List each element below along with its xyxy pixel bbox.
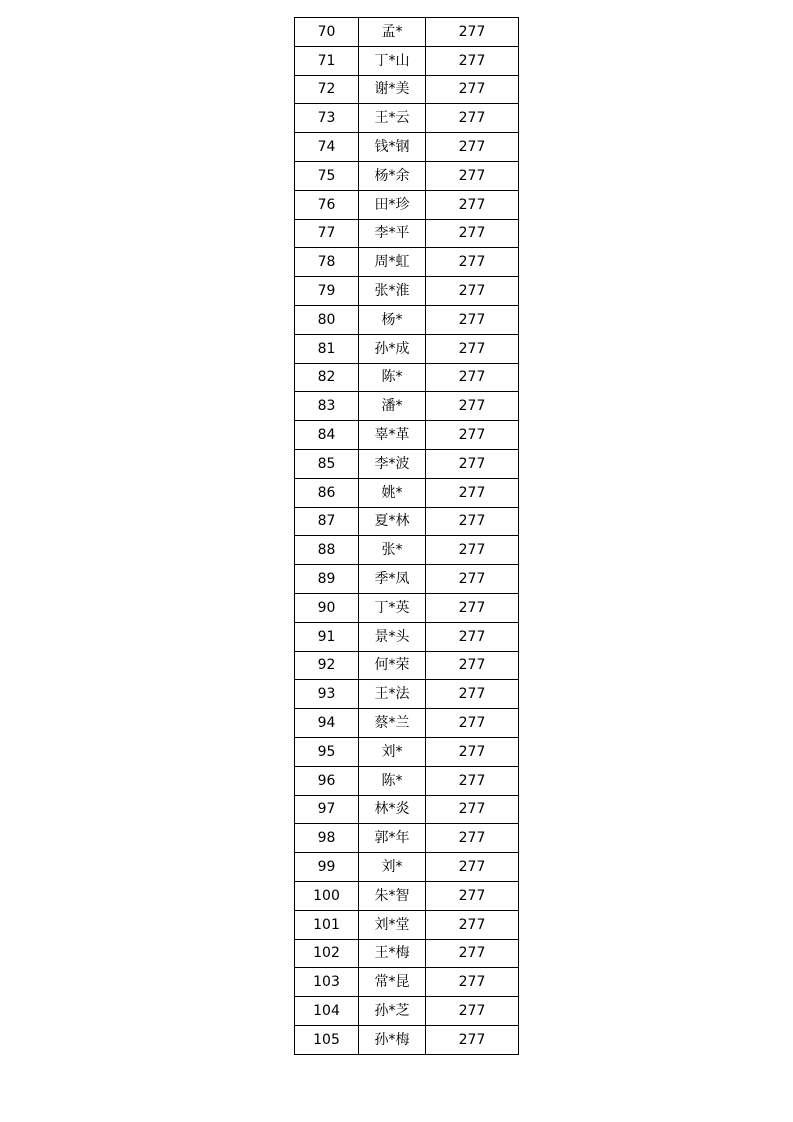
table-row	[295, 392, 519, 421]
roster-table-body	[295, 18, 519, 1055]
score-cell: 277	[426, 1025, 519, 1054]
name-cell: 辜*革	[359, 421, 426, 450]
score-cell: 277	[426, 449, 519, 478]
name-cell: 王*云	[359, 104, 426, 133]
table-row	[295, 18, 519, 47]
table-row	[295, 680, 519, 709]
score-cell: 277	[426, 795, 519, 824]
name-cell: 潘*	[359, 392, 426, 421]
row-number-cell: 75	[295, 161, 359, 190]
table-row	[295, 133, 519, 162]
name-cell: 谢*美	[359, 75, 426, 104]
table-row	[295, 46, 519, 75]
table-row	[295, 478, 519, 507]
row-number-cell: 73	[295, 104, 359, 133]
name-cell: 孙*梅	[359, 1025, 426, 1054]
name-cell: 钱*钢	[359, 133, 426, 162]
score-cell: 277	[426, 824, 519, 853]
row-number-cell: 101	[295, 910, 359, 939]
score-cell: 277	[426, 997, 519, 1026]
score-cell: 277	[426, 133, 519, 162]
score-cell: 277	[426, 593, 519, 622]
table-row	[295, 507, 519, 536]
row-number-cell: 92	[295, 651, 359, 680]
name-cell: 张*	[359, 536, 426, 565]
row-number-cell: 80	[295, 305, 359, 334]
table-row	[295, 853, 519, 882]
name-cell: 孙*成	[359, 334, 426, 363]
row-number-cell: 90	[295, 593, 359, 622]
score-cell: 277	[426, 881, 519, 910]
table-row	[295, 997, 519, 1026]
name-cell: 刘*堂	[359, 910, 426, 939]
score-cell: 277	[426, 104, 519, 133]
row-number-cell: 88	[295, 536, 359, 565]
roster-table	[294, 17, 519, 1055]
name-cell: 丁*山	[359, 46, 426, 75]
row-number-cell: 97	[295, 795, 359, 824]
score-cell: 277	[426, 478, 519, 507]
name-cell: 李*平	[359, 219, 426, 248]
score-cell: 277	[426, 910, 519, 939]
row-number-cell: 85	[295, 449, 359, 478]
name-cell: 蔡*兰	[359, 709, 426, 738]
name-cell: 田*珍	[359, 190, 426, 219]
name-cell: 景*头	[359, 622, 426, 651]
score-cell: 277	[426, 75, 519, 104]
table-row	[295, 766, 519, 795]
table-row	[295, 565, 519, 594]
score-cell: 277	[426, 737, 519, 766]
score-cell: 277	[426, 622, 519, 651]
name-cell: 孙*芝	[359, 997, 426, 1026]
name-cell: 杨*余	[359, 161, 426, 190]
name-cell: 夏*林	[359, 507, 426, 536]
table-row	[295, 190, 519, 219]
name-cell: 王*梅	[359, 939, 426, 968]
table-row	[295, 305, 519, 334]
score-cell: 277	[426, 939, 519, 968]
score-cell: 277	[426, 248, 519, 277]
row-number-cell: 96	[295, 766, 359, 795]
name-cell: 朱*智	[359, 881, 426, 910]
row-number-cell: 104	[295, 997, 359, 1026]
row-number-cell: 77	[295, 219, 359, 248]
row-number-cell: 99	[295, 853, 359, 882]
name-cell: 刘*	[359, 737, 426, 766]
name-cell: 姚*	[359, 478, 426, 507]
score-cell: 277	[426, 853, 519, 882]
name-cell: 李*波	[359, 449, 426, 478]
row-number-cell: 72	[295, 75, 359, 104]
name-cell: 王*法	[359, 680, 426, 709]
table-row	[295, 795, 519, 824]
row-number-cell: 70	[295, 18, 359, 47]
table-row	[295, 622, 519, 651]
row-number-cell: 74	[295, 133, 359, 162]
name-cell: 陈*	[359, 766, 426, 795]
name-cell: 杨*	[359, 305, 426, 334]
table-row	[295, 104, 519, 133]
table-row	[295, 881, 519, 910]
name-cell: 丁*英	[359, 593, 426, 622]
name-cell: 孟*	[359, 18, 426, 47]
table-row	[295, 277, 519, 306]
name-cell: 郭*年	[359, 824, 426, 853]
score-cell: 277	[426, 46, 519, 75]
table-row	[295, 421, 519, 450]
score-cell: 277	[426, 536, 519, 565]
name-cell: 张*淮	[359, 277, 426, 306]
name-cell: 林*炎	[359, 795, 426, 824]
table-row	[295, 334, 519, 363]
row-number-cell: 87	[295, 507, 359, 536]
table-row	[295, 363, 519, 392]
table-row	[295, 1025, 519, 1054]
table-row	[295, 75, 519, 104]
row-number-cell: 78	[295, 248, 359, 277]
score-cell: 277	[426, 392, 519, 421]
row-number-cell: 81	[295, 334, 359, 363]
score-cell: 277	[426, 305, 519, 334]
name-cell: 刘*	[359, 853, 426, 882]
table-row	[295, 449, 519, 478]
table-row	[295, 737, 519, 766]
score-cell: 277	[426, 219, 519, 248]
score-cell: 277	[426, 334, 519, 363]
table-row	[295, 161, 519, 190]
row-number-cell: 91	[295, 622, 359, 651]
score-cell: 277	[426, 680, 519, 709]
table-row	[295, 824, 519, 853]
score-cell: 277	[426, 565, 519, 594]
name-cell: 何*荣	[359, 651, 426, 680]
table-row	[295, 939, 519, 968]
name-cell: 陈*	[359, 363, 426, 392]
row-number-cell: 89	[295, 565, 359, 594]
row-number-cell: 83	[295, 392, 359, 421]
name-cell: 季*凤	[359, 565, 426, 594]
row-number-cell: 102	[295, 939, 359, 968]
table-row	[295, 709, 519, 738]
row-number-cell: 105	[295, 1025, 359, 1054]
row-number-cell: 103	[295, 968, 359, 997]
score-cell: 277	[426, 766, 519, 795]
score-cell: 277	[426, 277, 519, 306]
row-number-cell: 98	[295, 824, 359, 853]
score-cell: 277	[426, 709, 519, 738]
score-cell: 277	[426, 507, 519, 536]
table-row	[295, 219, 519, 248]
table-row	[295, 248, 519, 277]
table-row	[295, 593, 519, 622]
score-cell: 277	[426, 651, 519, 680]
score-cell: 277	[426, 161, 519, 190]
row-number-cell: 100	[295, 881, 359, 910]
name-cell: 周*虹	[359, 248, 426, 277]
score-cell: 277	[426, 363, 519, 392]
table-row	[295, 968, 519, 997]
score-cell: 277	[426, 190, 519, 219]
row-number-cell: 93	[295, 680, 359, 709]
row-number-cell: 95	[295, 737, 359, 766]
row-number-cell: 71	[295, 46, 359, 75]
table-row	[295, 910, 519, 939]
table-row	[295, 651, 519, 680]
score-cell: 277	[426, 421, 519, 450]
row-number-cell: 82	[295, 363, 359, 392]
row-number-cell: 76	[295, 190, 359, 219]
score-cell: 277	[426, 968, 519, 997]
row-number-cell: 86	[295, 478, 359, 507]
name-cell: 常*昆	[359, 968, 426, 997]
score-cell: 277	[426, 18, 519, 47]
table-row	[295, 536, 519, 565]
row-number-cell: 84	[295, 421, 359, 450]
row-number-cell: 79	[295, 277, 359, 306]
row-number-cell: 94	[295, 709, 359, 738]
